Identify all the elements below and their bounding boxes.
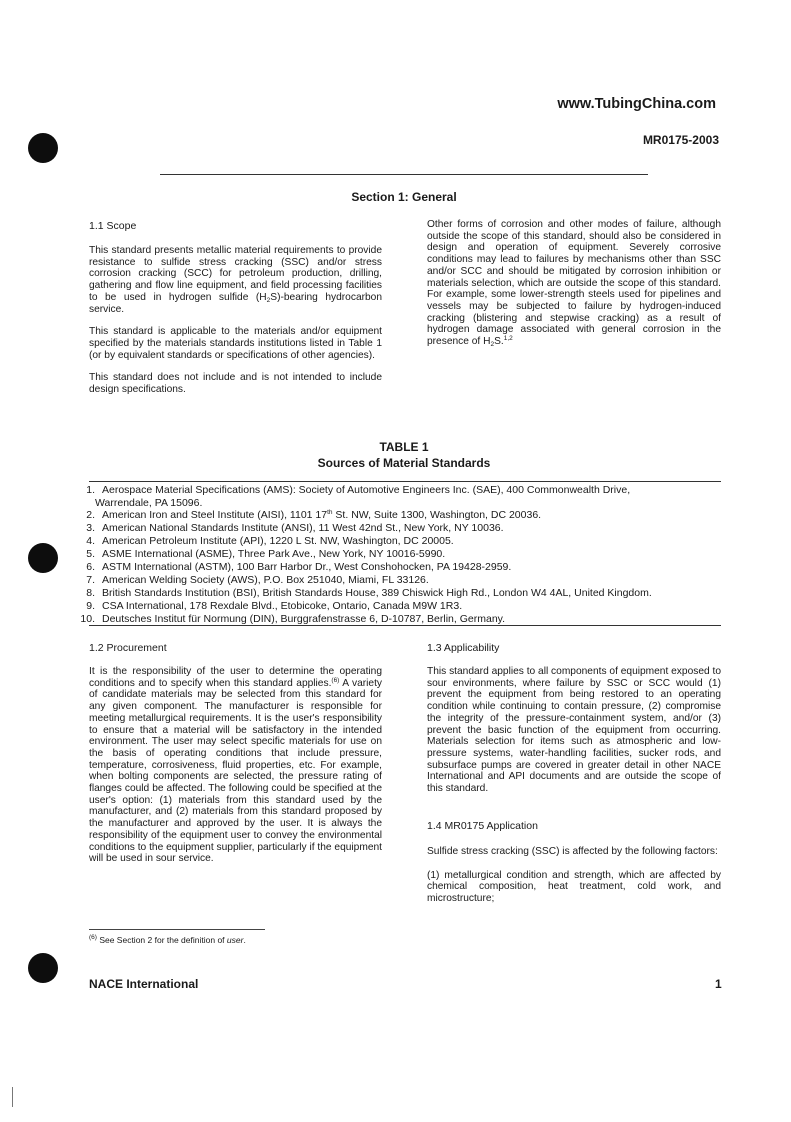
scope-left-column: [89, 245, 382, 396]
punch-hole-bottom: [28, 953, 58, 983]
scope-right-column: [427, 219, 721, 348]
procurement-heading: 1.2 Procurement: [89, 642, 167, 654]
table-title: TABLE 1: [379, 440, 429, 454]
footnote-rule: [89, 929, 265, 930]
table-row: 2. American Iron and Steel Institute (AISI), 1101 17th St. NW, Suite 1300, Washington, DC 20036.: [86, 509, 542, 521]
doc-number: MR0175-2003: [642, 133, 719, 147]
application-column: [427, 846, 721, 905]
table-row: 10. Deutsches Institut für Normung (DIN), Burggrafenstrasse 6, D-10787, Berlin, Germany.: [80, 613, 506, 625]
scope-paragraph-3: This standard does not include and is not intended to include design specifications.: [89, 372, 382, 396]
table-row: 8. British Standards Institution (BSI), British Standards House, 389 Chiswick High Rd., London W4 4AL, United Kingdom.: [86, 587, 652, 599]
applicability-column: [427, 666, 721, 795]
applicability-heading: 1.3 Applicability: [427, 642, 500, 654]
header-rule: [160, 174, 648, 175]
table-row: 7. American Welding Society (AWS), P.O. Box 251040, Miami, FL 33126.: [86, 574, 429, 586]
footnote: $^{(6)}$ See Section 2 for the definition of user.: [89, 934, 246, 945]
table-row-continued: Warrendale, PA 15096.: [95, 497, 203, 509]
table-row: 9. CSA International, 178 Rexdale Blvd., Etobicoke, Ontario, Canada M9W 1R3.: [86, 600, 463, 612]
punch-hole-middle: [28, 543, 58, 573]
application-paragraph-1: Sulfide stress cracking (SSC) is affected by the following factors:: [427, 846, 718, 857]
application-paragraph-2: (1) metallurgical condition and strength, which are affected by chemical composition, heat treatment, cold work, and microstructure;: [427, 869, 721, 905]
table-row: 5. ASME International (ASME), Three Park Ave., New York, NY 10016-5990.: [86, 548, 446, 560]
scope-paragraph-4: Other forms of corrosion and other modes of failure, although outside the scope of this standard, should also be considered in design and operation of equipment. Severely corrosive conditions may lead to failures by mechanisms other than SSC and/or SCC and should be mitigated by corrosion inhibition or materials selection, which are outside the scope of this standard. For example, some lower-strength steels used for pipelines and vessels may be subjected to failure by hydrogen-induced cracking (blistering and stepwise cracking) as a result of hydrogen damage associated with general corrosion in the presence of $H_2S.^{1,2}$: [427, 219, 721, 349]
table-bottom-rule: [89, 625, 721, 626]
applicability-paragraph: This standard applies to all components of equipment exposed to sour environments, where failure by SSC or SCC would (1) prevent the equipment from being restored to an operating condition while continuing to contain pressure, (2) compromise the integrity of the pressure-containment system, and/or (3) prevent the basic function of the equipment from occurring. Materials selection for items such as atmospheric and low-pressure systems, water-handling facilities, sucker rods, and subsurface pumps are covered in greater detail in other NACE International and API documents and are outside the scope of this standard.: [427, 666, 721, 795]
footer-organization: NACE International: [89, 977, 199, 991]
procurement-column: [89, 666, 382, 865]
scope-paragraph-1: This standard presents metallic material requirements to provide resistance to sulfide stress cracking (SSC) and/or stress corrosion cracking (SCC) for petroleum production, drilling, gathering and flow line equipment, and field processing facilities to be used in hydrogen sulfide $(H_2S)$-bearing hydrocarbon service.: [89, 245, 382, 315]
application-heading: 1.4 MR0175 Application: [427, 820, 538, 832]
section-title: Section 1: General: [351, 190, 457, 204]
website-header: www.TubingChina.com: [557, 96, 716, 112]
table-row: 1. Aerospace Material Specifications (AMS): Society of Automotive Engineers Inc. (SAE), 400 Commonwealth Drive,: [86, 484, 631, 496]
table-top-rule: [89, 481, 721, 482]
punch-hole-top: [28, 133, 58, 163]
scope-heading: 1.1 Scope: [89, 220, 137, 232]
table-row: 6. ASTM International (ASTM), 100 Barr Harbor Dr., West Conshohocken, PA 19428-2959.: [86, 561, 512, 573]
procurement-paragraph: It is the responsibility of the user to determine the operating conditions and to specify when this standard applies.$^{(6)}$ A variety of candidate materials may be selected from this standard for any given component. The manufacturer is responsible for meeting metallurgical requirements. It is the user's responsibility to ensure that a material will be satisfactory in the intended environment. The user may select specific materials for use on the basis of operating conditions that include pressure, temperature, corrosiveness, fluid properties, etc. For example, when bolting components are selected, the pressure rating of flanges could be affected. The following could be specified at the user's option: (1) materials from this standard used by the manufacturer, and (2) materials from this standard proposed by the manufacturer and approved by the user. It is always the responsibility of the equipment user to convey the environmental conditions to the equipment supplier, particularly if the equipment will be used in sour service.: [89, 666, 382, 865]
scope-paragraph-2: This standard is applicable to the materials and/or equipment specified by the materials standards institutions listed in Table 1 (or by equivalent standards or specifications of other agencies).: [89, 326, 382, 361]
table-subtitle: Sources of Material Standards: [317, 456, 491, 470]
scan-edge-mark: [12, 1087, 13, 1107]
page-number: 1: [715, 977, 722, 991]
table-row: 3. American National Standards Institute (ANSI), 11 West 42nd St., New York, NY 10036.: [86, 522, 504, 534]
table-row: 4. American Petroleum Institute (API), 1220 L St. NW, Washington, DC 20005.: [86, 535, 454, 547]
